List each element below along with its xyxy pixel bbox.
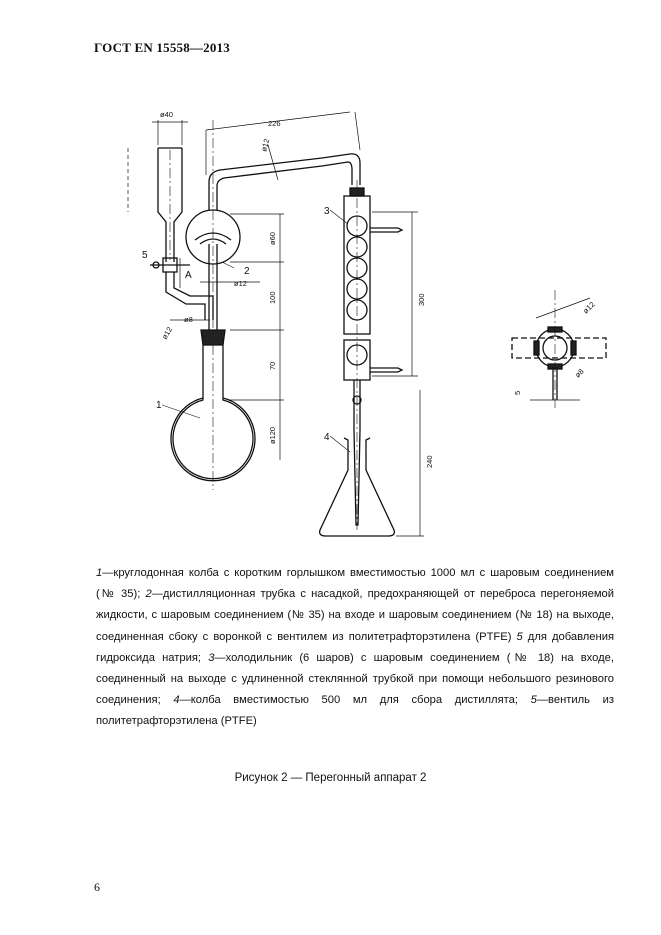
dim-diameter-120: ø120 [268,426,277,444]
legend-text-5b: —вентиль из политетрафторэтилена (PTFE) [96,694,615,728]
ptfe-valve [150,258,190,272]
dim-diameter-40: ø40 [160,110,173,119]
legend-num-1: 1 [96,567,103,579]
dim-70: 70 [268,361,277,370]
condenser [344,180,402,530]
document-header: ГОСТ EN 15558—2013 [94,40,230,55]
legend-text-5a: для добавления гидроксида натрия; [96,630,615,664]
section-label-a: A [185,270,192,281]
dim-diameter-60: ø60 [268,232,277,245]
dim-diameter-12-left: ø12 [159,325,175,341]
dim-226: 226 [268,119,281,128]
figure-title: Рисунок 2 — Перегонный аппарат 2 [234,772,427,784]
dim-diameter-8: ø8 [184,315,193,324]
legend-num-2: 2 [145,588,152,601]
ball-joint-35 [201,330,225,345]
dim-diameter-12-top: ø12 [259,137,272,153]
legend-text-4: —колба вместимостью 500 мл для сбора дистиллята; [179,694,531,707]
figure-legend [96,563,614,733]
dim-diameter-12-mid: ø12 [234,279,247,288]
detail-dim-diameter-8: ø8 [573,366,586,380]
legend-text-1: —круглодонная колба с коротким горлышком вместимостью 1000 мл с шаровым соединением (№ 35); [96,567,614,601]
legend-num-4: 4 [173,694,180,707]
dim-240: 240 [425,455,434,468]
part-label-1: 1 [156,400,162,411]
page-number: 6 [94,880,100,894]
part-label-3: 3 [324,206,330,217]
legend-num-3: 3 [208,651,215,664]
part-label-2: 2 [244,266,250,277]
detail-dim-5: 5 [513,390,522,395]
legend-num-5a: 5 [516,630,523,643]
part-label-4: 4 [324,432,330,443]
addition-funnel [158,148,182,262]
detail-dim-diameter-12: ø12 [581,299,597,316]
legend-text-2: —дистилляционная трубка с насадкой, предохраняющей от переброса перегоняемой жидкости, с шаровым соединением (№ 35) на входе и шаровым соединением (№ 18) на выходе, соединенная сбоку с воронкой с вентилем из политетрафторэтилена (PTFE) [96,588,614,643]
dim-300: 300 [417,293,426,306]
legend-text-3: —холодильник (6 шаров) с шаровым соединением (№ 18) на входе, соединенный на выходе с удлиненной стеклянной трубкой при помощи небольшого резинового соединения; [96,651,614,707]
dimension-lines [128,112,424,536]
dim-100: 100 [268,291,277,304]
part-label-5: 5 [142,250,148,261]
round-bottom-flask [171,345,255,490]
legend-num-5b: 5 [530,694,537,707]
